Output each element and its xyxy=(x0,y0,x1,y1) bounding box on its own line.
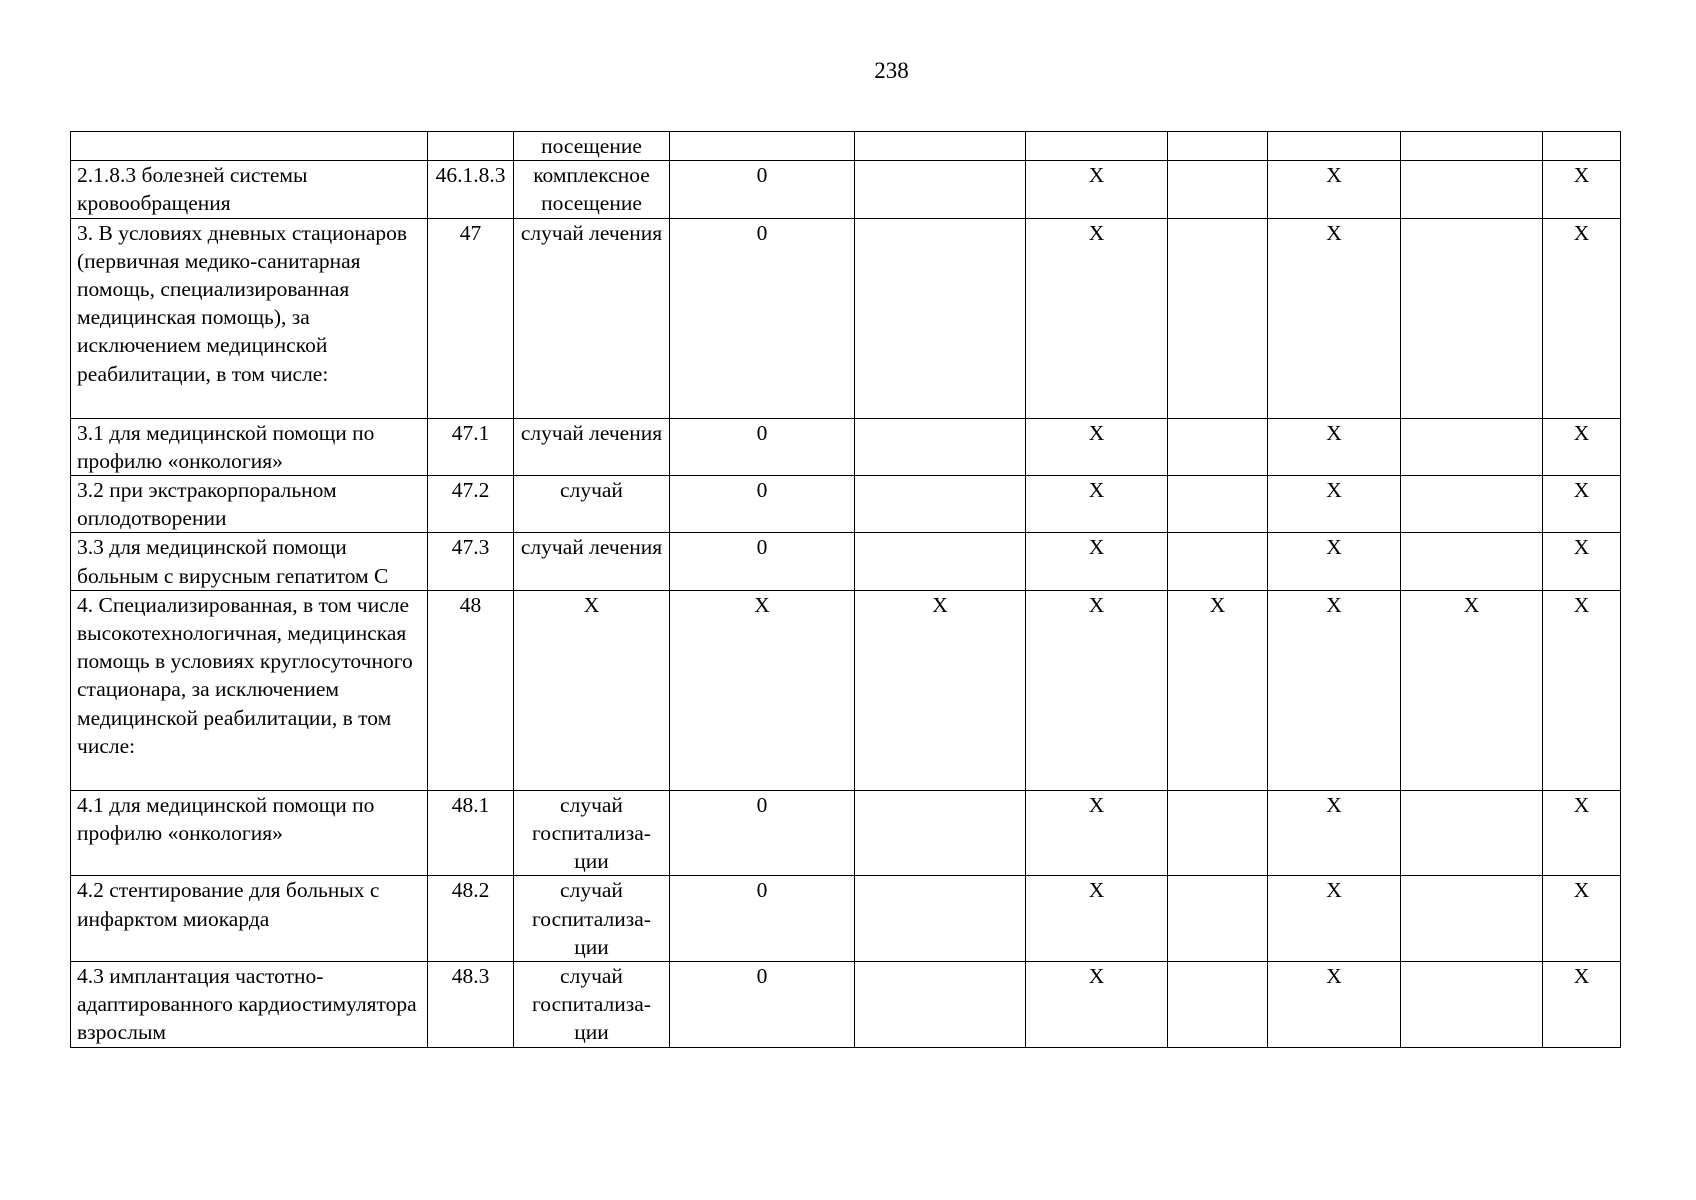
row-name-cell: 3.1 для медицинской помощи по профилю «онкология» xyxy=(71,418,428,475)
value-cell: 0 xyxy=(670,161,855,218)
value-cell xyxy=(1168,962,1268,1048)
value-cell: Х xyxy=(1268,533,1401,590)
row-code-cell: 46.1.8.3 xyxy=(428,161,514,218)
value-cell xyxy=(855,161,1026,218)
value-cell xyxy=(1401,962,1543,1048)
data-table xyxy=(70,131,1621,1048)
value-cell: Х xyxy=(670,590,855,790)
table-row xyxy=(71,876,1621,962)
value-cell: Х xyxy=(1543,876,1621,962)
value-cell xyxy=(1543,132,1621,161)
value-cell: Х xyxy=(1168,590,1268,790)
table-row xyxy=(71,533,1621,590)
value-cell: Х xyxy=(1268,590,1401,790)
value-cell xyxy=(1268,132,1401,161)
value-cell xyxy=(1168,218,1268,418)
value-cell: Х xyxy=(1026,790,1168,876)
value-cell: Х xyxy=(1268,962,1401,1048)
value-cell xyxy=(1026,132,1168,161)
value-cell xyxy=(1168,161,1268,218)
value-cell: Х xyxy=(1543,161,1621,218)
value-cell: Х xyxy=(1543,962,1621,1048)
value-cell: Х xyxy=(1026,876,1168,962)
row-code-cell: 48.2 xyxy=(428,876,514,962)
row-unit-cell: случай лечения xyxy=(514,533,670,590)
row-name-cell xyxy=(71,132,428,161)
value-cell: Х xyxy=(1026,533,1168,590)
value-cell xyxy=(1401,533,1543,590)
value-cell: Х xyxy=(1268,790,1401,876)
value-cell xyxy=(855,218,1026,418)
value-cell: Х xyxy=(1026,418,1168,475)
value-cell: Х xyxy=(1543,218,1621,418)
value-cell: Х xyxy=(1268,476,1401,533)
value-cell xyxy=(855,476,1026,533)
value-cell xyxy=(855,418,1026,475)
table-row xyxy=(71,218,1621,418)
value-cell: 0 xyxy=(670,962,855,1048)
row-code-cell: 47 xyxy=(428,218,514,418)
row-name-cell: 4.3 имплантация частотно-адаптированного кардиостимулятора взрослым xyxy=(71,962,428,1048)
value-cell: 0 xyxy=(670,218,855,418)
row-code-cell: 48.1 xyxy=(428,790,514,876)
value-cell xyxy=(855,790,1026,876)
row-name-cell: 4.1 для медицинской помощи по профилю «онкология» xyxy=(71,790,428,876)
row-name-cell: 4. Специализированная, в том числе высокотехнологичная, медицинская помощь в условиях круглосуточного стационара, за исключением медицинской реабилитации, в том числе: xyxy=(71,590,428,790)
table-row xyxy=(71,132,1621,161)
row-unit-cell: случай госпитализа-ции xyxy=(514,962,670,1048)
row-unit-cell: случай лечения xyxy=(514,218,670,418)
value-cell: Х xyxy=(1543,533,1621,590)
value-cell: Х xyxy=(855,590,1026,790)
row-name-cell: 3.2 при экстракорпоральном оплодотворении xyxy=(71,476,428,533)
row-name-cell: 2.1.8.3 болезней системы кровообращения xyxy=(71,161,428,218)
row-unit-cell: случай госпитализа-ции xyxy=(514,876,670,962)
row-unit-cell: случай госпитализа-ции xyxy=(514,790,670,876)
value-cell xyxy=(1168,132,1268,161)
value-cell: Х xyxy=(1268,418,1401,475)
value-cell xyxy=(1401,418,1543,475)
value-cell xyxy=(1168,790,1268,876)
row-code-cell: 47.3 xyxy=(428,533,514,590)
value-cell: Х xyxy=(1026,962,1168,1048)
value-cell: Х xyxy=(1543,790,1621,876)
value-cell xyxy=(1401,218,1543,418)
value-cell: Х xyxy=(1026,590,1168,790)
table-row xyxy=(71,161,1621,218)
row-name-cell: 3. В условиях дневных стационаров (первичная медико-санитарная помощь, специализированная медицинская помощь), за исключением медицинской реабилитации, в том числе: xyxy=(71,218,428,418)
table-row xyxy=(71,962,1621,1048)
row-code-cell: 47.1 xyxy=(428,418,514,475)
row-code-cell: 48.3 xyxy=(428,962,514,1048)
value-cell: 0 xyxy=(670,790,855,876)
value-cell: Х xyxy=(1543,590,1621,790)
value-cell xyxy=(1168,876,1268,962)
table-row xyxy=(71,590,1621,790)
value-cell xyxy=(670,132,855,161)
value-cell: Х xyxy=(1268,218,1401,418)
page-number: 238 xyxy=(874,58,909,83)
row-code-cell: 48 xyxy=(428,590,514,790)
row-unit-cell: комплексное посещение xyxy=(514,161,670,218)
value-cell: Х xyxy=(1401,590,1543,790)
value-cell: Х xyxy=(1026,161,1168,218)
value-cell xyxy=(1168,418,1268,475)
row-code-cell xyxy=(428,132,514,161)
value-cell xyxy=(1401,132,1543,161)
row-unit-cell: случай xyxy=(514,476,670,533)
value-cell xyxy=(1401,161,1543,218)
value-cell xyxy=(855,533,1026,590)
table-row xyxy=(71,790,1621,876)
value-cell: Х xyxy=(1026,218,1168,418)
value-cell xyxy=(1168,533,1268,590)
row-unit-cell: посещение xyxy=(514,132,670,161)
value-cell: 0 xyxy=(670,476,855,533)
value-cell xyxy=(855,132,1026,161)
value-cell: Х xyxy=(1026,476,1168,533)
table-row xyxy=(71,418,1621,475)
value-cell: Х xyxy=(1268,161,1401,218)
value-cell xyxy=(855,962,1026,1048)
value-cell: 0 xyxy=(670,418,855,475)
row-code-cell: 47.2 xyxy=(428,476,514,533)
row-name-cell: 3.3 для медицинской помощи больным с вирусным гепатитом С xyxy=(71,533,428,590)
row-unit-cell: случай лечения xyxy=(514,418,670,475)
row-name-cell: 4.2 стентирование для больных с инфарктом миокарда xyxy=(71,876,428,962)
value-cell xyxy=(1401,790,1543,876)
value-cell xyxy=(855,876,1026,962)
value-cell xyxy=(1401,476,1543,533)
value-cell xyxy=(1401,876,1543,962)
value-cell xyxy=(1168,476,1268,533)
value-cell: Х xyxy=(1543,418,1621,475)
value-cell: 0 xyxy=(670,876,855,962)
value-cell: 0 xyxy=(670,533,855,590)
table-row xyxy=(71,476,1621,533)
value-cell: Х xyxy=(1268,876,1401,962)
row-unit-cell: Х xyxy=(514,590,670,790)
value-cell: Х xyxy=(1543,476,1621,533)
